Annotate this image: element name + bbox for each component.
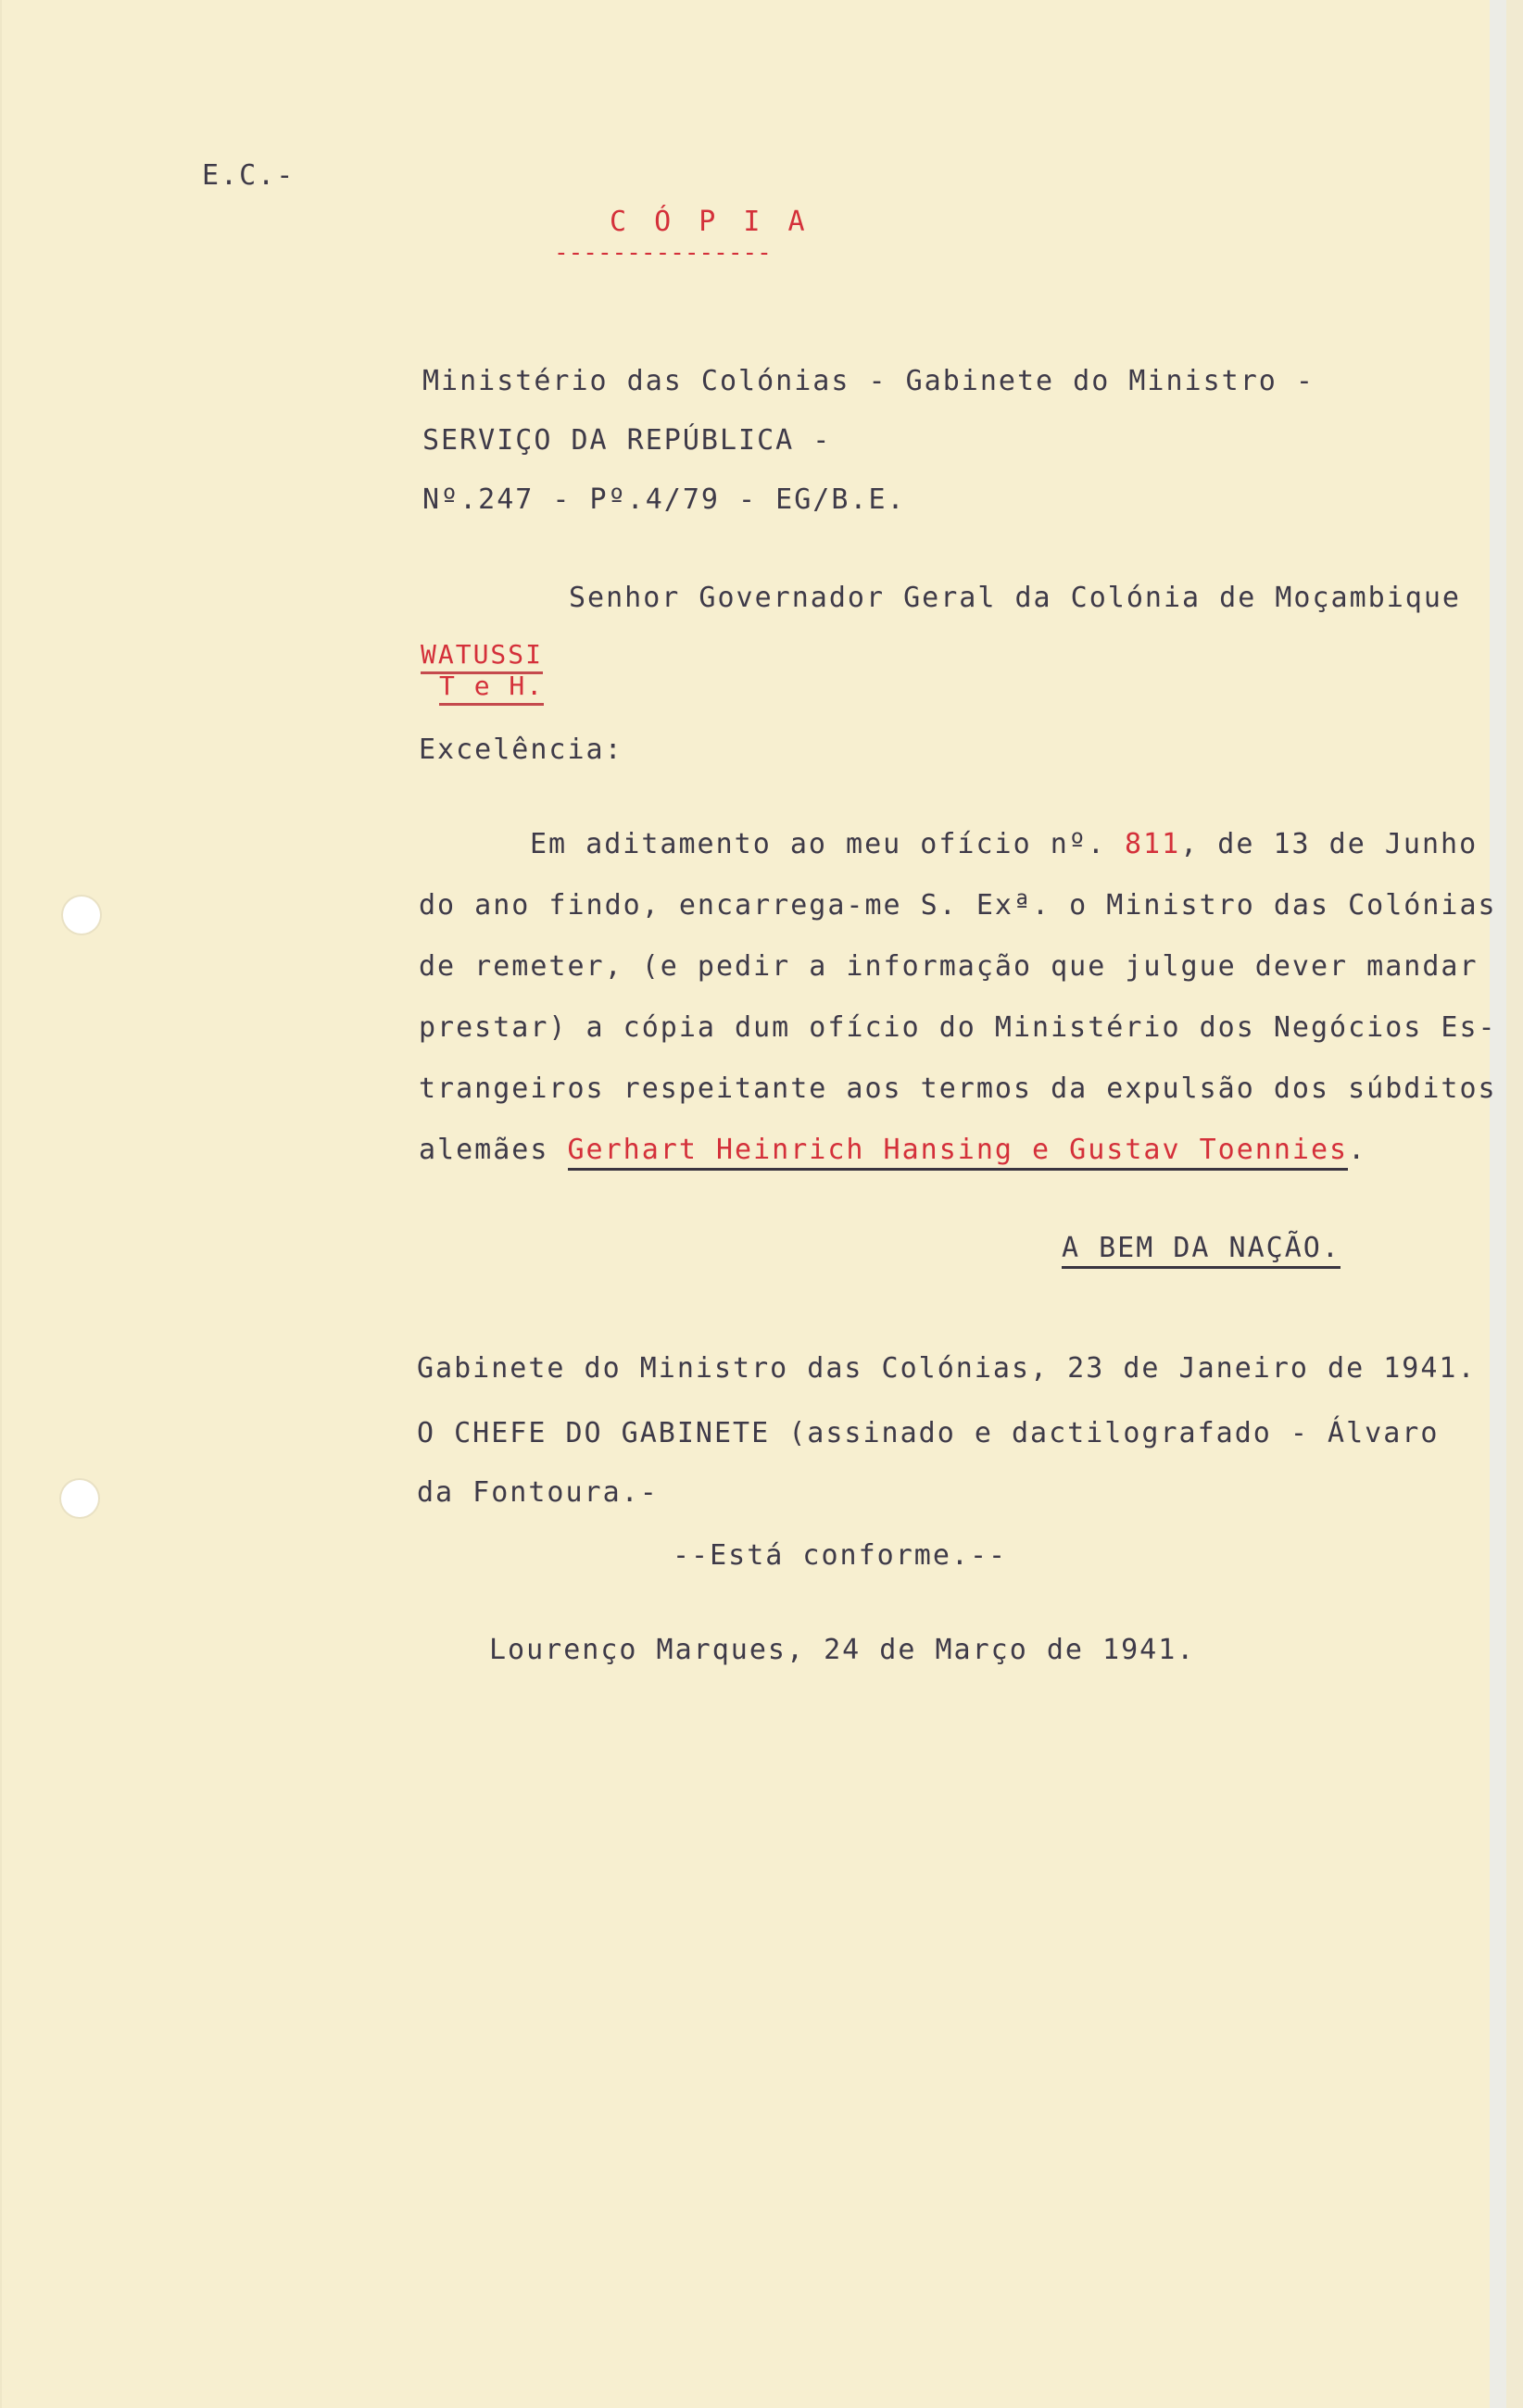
cabinet-line: Gabinete do Ministro das Colónias, 23 de Janeiro de 1941. <box>417 1352 1477 1385</box>
body-line-1-start: Em aditamento ao meu ofício nº. <box>530 828 1125 860</box>
place-date-line: Lourenço Marques, 24 de Março de 1941. <box>489 1634 1196 1666</box>
body-line-6-end: . <box>1348 1134 1367 1166</box>
page-edge <box>1490 0 1506 2408</box>
conformity-line: --Está conforme.-- <box>673 1539 1008 1572</box>
stamp-t-e-h: T e H. <box>439 671 544 706</box>
body-line-6-start: alemães <box>419 1134 568 1166</box>
signatory-line: da Fontoura.- <box>417 1476 659 1509</box>
letterhead-line-1: Ministério das Colónias - Gabinete do Ministro - <box>422 365 1315 397</box>
body-line-1 <box>530 828 1478 860</box>
letterhead-line-2: SERVIÇO DA REPÚBLICA - <box>422 424 832 457</box>
punch-hole <box>63 897 100 934</box>
body-line-1-end: , de 13 de Junho <box>1180 828 1479 860</box>
body-line-4: prestar) a cópia dum ofício do Ministério dos Negócios Es- <box>419 1011 1497 1044</box>
chief-line: O CHEFE DO GABINETE (assinado e dactilografado - Álvaro <box>417 1417 1440 1449</box>
body-line-2: do ano findo, encarrega-me S. Exª. o Ministro das Colónias <box>419 889 1497 922</box>
addressee: Senhor Governador Geral da Colónia de Moçambique <box>569 582 1461 614</box>
stamp-watussi: WATUSSI <box>421 639 543 674</box>
salutation: Excelência: <box>419 734 623 766</box>
body-line-3: de remeter, (e pedir a informação que julgue dever mandar <box>419 950 1479 983</box>
expelled-names: Gerhart Heinrich Hansing e Gustav Toennies <box>568 1134 1349 1171</box>
copy-title: C Ó P I A <box>610 206 811 238</box>
body-line-6 <box>419 1134 1366 1166</box>
body-line-5: trangeiros respeitante aos termos da expulsão dos súbditos <box>419 1072 1497 1105</box>
header-mark: E.C.- <box>202 159 296 192</box>
closing-formula: A BEM DA NAÇÃO. <box>1062 1232 1340 1269</box>
punch-hole <box>61 1480 98 1517</box>
office-number: 811 <box>1124 828 1181 860</box>
copy-title-underline: --------------- <box>554 239 772 267</box>
reference-number: Nº.247 - Pº.4/79 - EG/B.E. <box>422 483 906 516</box>
